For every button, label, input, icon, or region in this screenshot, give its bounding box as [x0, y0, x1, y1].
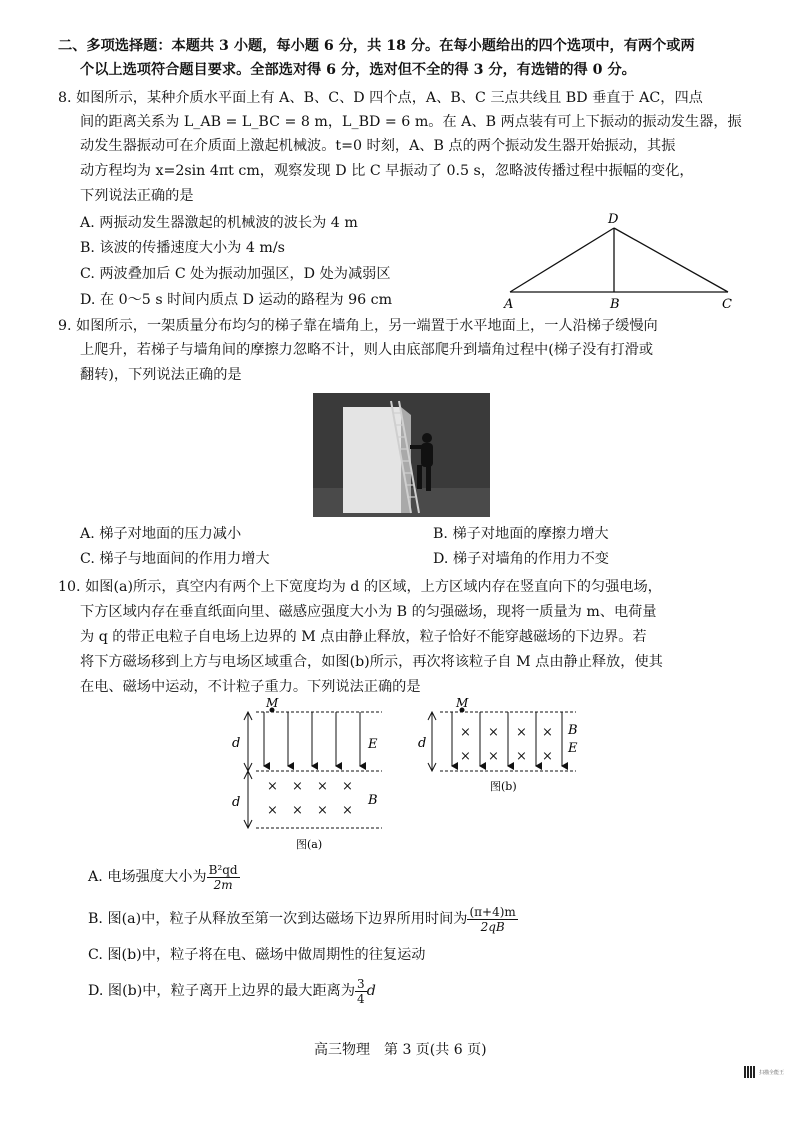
q8-triangle-figure — [496, 208, 746, 316]
q10-figure-b — [418, 698, 588, 798]
label-b: B — [368, 793, 378, 808]
q10-option-b-fraction — [467, 905, 517, 934]
q9-option-b: B. 梯子对地面的摩擦力增大 — [433, 526, 609, 542]
q10-option-d-fraction — [355, 977, 367, 1006]
q9-ladder-photo — [313, 393, 490, 517]
q10-stem-line-4: 将下方磁场移到上方与电场区域重合，如图(b)所示，再次将该粒子自 M 点由静止释放，使其 — [80, 654, 663, 670]
label-m: M — [456, 698, 469, 710]
q10-stem-line-1: 10. 如图(a)所示，真空内有两个上下宽度均为 d 的区域，上方区域内存在竖直向下的匀强电场， — [58, 579, 662, 595]
q8-stem-line-1: 8. 如图所示，某种介质水平面上有 A、B、C、D 四个点，A、B、C 三点共线且 BD 垂直于 AC，四点 — [58, 90, 703, 106]
q10-option-b-numerator: (π+4)m — [469, 904, 516, 919]
q9-stem-line-2: 上爬升，若梯子与墙角间的摩擦力忽略不计，则人由底部爬升到墙角过程中(梯子没有打滑或 — [80, 342, 654, 358]
caption-a: 图(a) — [296, 838, 323, 851]
field-lines-e — [264, 712, 360, 766]
svg-text:×: × — [542, 725, 553, 740]
magnetic-field-crosses — [267, 779, 353, 818]
q10-stem-line-2: 下方区域内存在垂直纸面向里、磁感应强度大小为 B 的匀强磁场，现将一质量为 m、电荷量 — [80, 604, 657, 620]
q9-stem-line-1: 9. 如图所示，一架质量分布均匀的梯子靠在墙角上，另一端置于水平地面上，一人沿梯子缓慢向 — [58, 318, 658, 334]
svg-text:×: × — [516, 749, 527, 764]
qr-code-icon — [744, 1066, 756, 1078]
svg-text:×: × — [292, 803, 303, 818]
label-e: E — [568, 741, 578, 756]
q9-stem-line-3: 翻转)，下列说法正确的是 — [80, 367, 242, 383]
svg-text:×: × — [317, 803, 328, 818]
caption-b: 图(b) — [490, 780, 517, 793]
line-dc — [614, 228, 728, 292]
q8-option-c: C. 两波叠加后 C 处为振动加强区，D 处为减弱区 — [80, 266, 391, 282]
label-d-upper: d — [232, 736, 241, 751]
q10-option-d — [88, 976, 376, 1006]
q8-option-d: D. 在 0～5 s 时间内质点 D 运动的路程为 96 cm — [80, 292, 393, 308]
q9-option-d: D. 梯子对墙角的作用力不变 — [433, 551, 609, 567]
page-footer: 高三物理 第 3 页(共 6 页) — [314, 1042, 487, 1058]
label-d-lower: d — [232, 795, 241, 810]
svg-text:×: × — [460, 725, 471, 740]
q10-option-b-denominator: 2qB — [480, 919, 505, 934]
q8-stem-line-4: 动方程均为 x=2sin 4πt cm，观察发现 D 比 C 早振动了 0.5 s，忽略波传播过程中振幅的变化， — [80, 163, 694, 179]
q10-option-b-text: B. 图(a)中，粒子从释放至第一次到达磁场下边界所用时间为 — [88, 911, 468, 927]
svg-text:×: × — [267, 803, 278, 818]
label-d: d — [418, 736, 427, 751]
q10-option-a-fraction — [207, 863, 240, 892]
svg-text:×: × — [488, 725, 499, 740]
q10-option-d-denominator: 4 — [357, 991, 365, 1006]
scanner-watermark — [744, 1066, 784, 1078]
q10-option-b — [88, 904, 518, 934]
magnetic-field-crosses — [460, 725, 553, 764]
svg-text:×: × — [542, 749, 553, 764]
q10-option-d-text: D. 图(b)中，粒子离开上边界的最大距离为 — [88, 983, 356, 999]
q10-stem-line-3: 为 q 的带正电粒子自电场上边界的 M 点由静止释放，粒子恰好不能穿越磁场的下边界。若 — [80, 629, 647, 645]
line-ad — [510, 228, 614, 292]
svg-text:×: × — [342, 779, 353, 794]
label-b: B — [568, 723, 578, 738]
label-b: B — [610, 297, 620, 312]
section-title-line-2: 个以上选项符合题目要求。全部选对得 6 分，选对但不全的得 3 分，有选错的得 0 分。 — [80, 62, 636, 78]
q10-figure-a — [222, 698, 390, 858]
svg-text:×: × — [516, 725, 527, 740]
label-d: D — [608, 212, 619, 227]
scanner-watermark-text: 扫描全能王 — [759, 1069, 785, 1076]
q10-option-a-text: A. 电场强度大小为 — [88, 869, 207, 885]
svg-text:×: × — [460, 749, 471, 764]
q10-option-c: C. 图(b)中，粒子将在电、磁场中做周期性的往复运动 — [88, 947, 426, 963]
q10-option-a-numerator: B²qd — [208, 862, 238, 877]
q10-option-d-tail: d — [366, 983, 376, 999]
q8-stem-line-3: 动发生器振动可在介质面上激起机械波。t=0 时刻，A、B 点的两个振动发生器开始振动，其振 — [80, 138, 676, 154]
q10-option-d-numerator: 3 — [357, 976, 365, 991]
q10-stem-line-5: 在电、磁场中运动，不计粒子重力。下列说法正确的是 — [80, 679, 421, 695]
q8-option-a: A. 两振动发生器激起的机械波的波长为 4 m — [80, 215, 358, 231]
svg-text:×: × — [317, 779, 328, 794]
svg-text:×: × — [488, 749, 499, 764]
q10-option-a — [88, 862, 240, 892]
section-title-line-1: 二、多项选择题：本题共 3 小题，每小题 6 分，共 18 分。在每小题给出的四个选项中，有两个或两 — [58, 38, 695, 54]
q8-stem-line-5: 下列说法正确的是 — [80, 188, 194, 204]
q10-option-a-denominator: 2m — [213, 877, 233, 892]
q9-option-a: A. 梯子对地面的压力减小 — [80, 526, 242, 542]
q8-stem-line-2: 间的距离关系为 L_AB = L_BC = 8 m，L_BD = 6 m。在 A、B 两点装有可上下振动的振动发生器，振 — [80, 114, 742, 130]
svg-text:×: × — [267, 779, 278, 794]
q9-option-c: C. 梯子与地面间的作用力增大 — [80, 551, 270, 567]
label-m: M — [266, 698, 279, 710]
svg-text:×: × — [292, 779, 303, 794]
wall-block — [343, 407, 401, 513]
label-a: A — [504, 297, 514, 312]
q8-option-b: B. 该波的传播速度大小为 4 m/s — [80, 240, 285, 256]
label-c: C — [722, 297, 732, 312]
label-e: E — [368, 737, 378, 752]
svg-text:×: × — [342, 803, 353, 818]
